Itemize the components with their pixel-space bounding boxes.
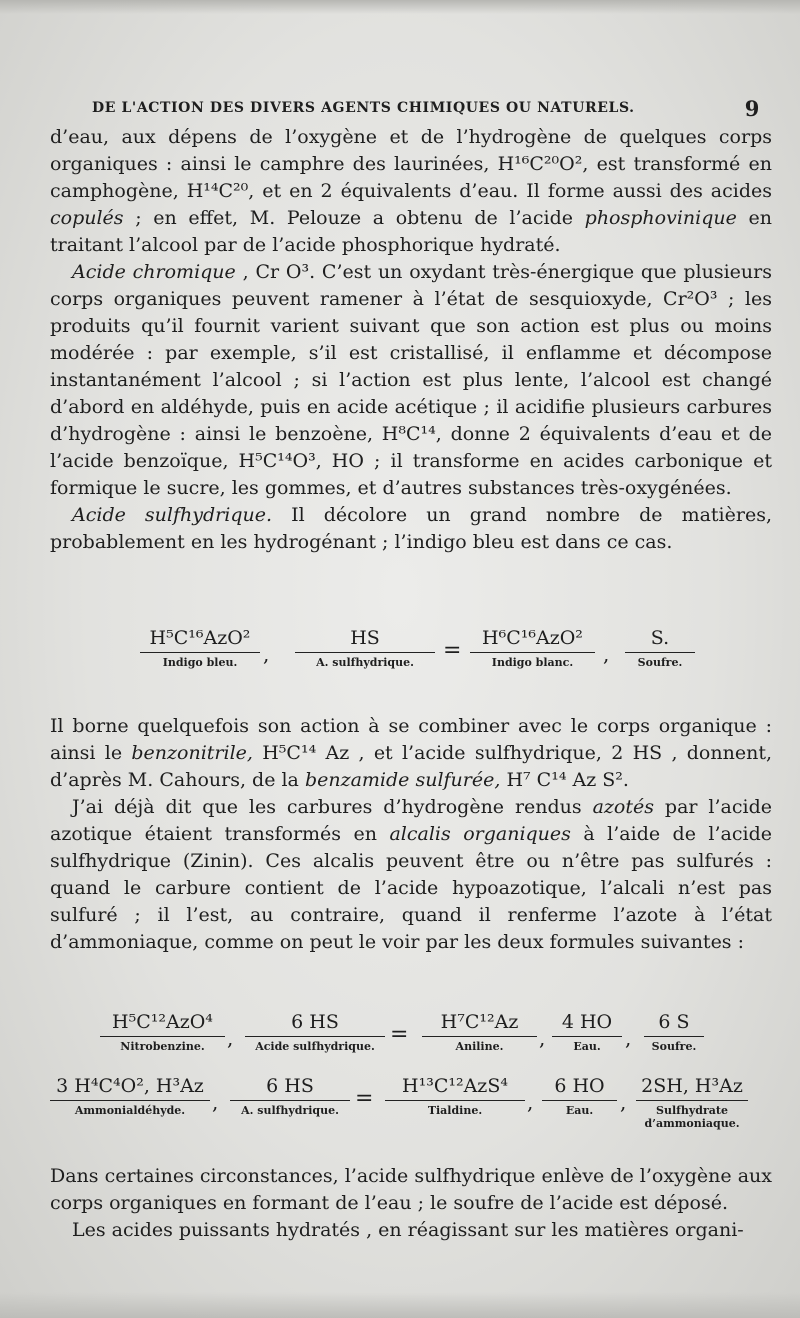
italic-term: phosphovinique <box>584 207 737 229</box>
paragraph-alcalis <box>50 794 772 956</box>
formula: H¹³C¹²AzS⁴ <box>385 1074 525 1101</box>
equation-indigo <box>50 626 772 696</box>
formula: H⁷C¹²Az <box>422 1010 537 1037</box>
formula: 3 H⁴C⁴O², H³Az <box>50 1074 210 1101</box>
italic-term: azotés <box>592 796 655 818</box>
section-heading-italic: Acide chromique <box>72 261 236 283</box>
formula: 4 HO <box>552 1010 622 1037</box>
formula-label: Indigo blanc. <box>491 656 574 669</box>
text-run: , Cr O³. C’est un oxydant très-énergique que plusieurs corps organiques peuvent ramener à l’état de sesquioxyde, Cr²O³ ; les produits qu’il fournit varient suivant que son action est plus ou moins modérée : par exemple, s’il est cristallisé, il enflamme et décompose instantanément l’alcool ; si l’action est plus lente, l’alcool est changé d’abord en aldéhyde, puis en acide acétique ; il acidifie plusieurs carbures d’hydrogène : ainsi le benzoène, H⁸C¹⁴, donne 2 équivalents d’eau et de l’acide benzoïque, H⁵C¹⁴O³, HO ; il transforme en acides carbonique et formique le sucre, les gommes, et d’autres substances très-oxygénées. <box>50 261 772 499</box>
comma-separator: , <box>212 1090 219 1114</box>
formula-label: Eau. <box>573 1040 601 1053</box>
formula: 2SH, H³Az <box>636 1074 748 1101</box>
paragraph-benzonitrile <box>50 713 772 794</box>
text-run: à l’aide de l’acide sulfhydrique (Zinin). Ces alcalis peuvent être ou n’être pas sulfurés : quand le carbure contient de l’acide hypoazotique, l’alcali n’est pas sulfuré ; il l’est, au contraire, quand il renferme l’azote à l’état d’ammoniaque, comme on peut le voir par les deux formules suivantes : <box>50 823 772 953</box>
equation-ammonialdehyde <box>50 1074 772 1144</box>
formula-term <box>625 626 695 669</box>
comma-separator: , <box>625 1026 632 1050</box>
comma-separator: , <box>227 1026 234 1050</box>
formula-label: Aniline. <box>455 1040 504 1053</box>
text-run: J’ai déjà dit que les carbures d’hydrogène rendus <box>72 796 593 818</box>
formula-label: Soufre. <box>651 1040 697 1053</box>
paragraph-acides-puissants: Les acides puissants hydratés , en réagissant sur les matières organi- <box>72 1219 744 1241</box>
formula-term <box>422 1010 537 1053</box>
formula-term <box>140 626 260 669</box>
paragraph-oxygene: Dans certaines circonstances, l’acide sulfhydrique enlève de l’oxygène aux corps organiques en formant de l’eau ; le soufre de l’acide est déposé. <box>50 1165 772 1214</box>
formula-term <box>100 1010 225 1053</box>
formula-label: Sulfhydrate <box>656 1104 728 1117</box>
formula-term <box>542 1074 617 1117</box>
comma-separator: , <box>527 1090 534 1114</box>
formula: 6 HO <box>542 1074 617 1101</box>
equation-nitrobenzine <box>50 1010 772 1080</box>
text-run: H⁷ C¹⁴ Az S². <box>500 769 629 791</box>
running-title: DE L'ACTION DES DIVERS AGENTS CHIMIQUES OU NATURELS. <box>92 100 635 116</box>
formula-term <box>552 1010 622 1053</box>
formula-label: A. sulfhydrique. <box>316 656 414 669</box>
comma-separator: , <box>539 1026 546 1050</box>
body-text-block-2 <box>50 713 772 956</box>
section-heading-italic: Acide sulfhydrique. <box>72 504 273 526</box>
formula-term <box>230 1074 350 1117</box>
formula-term <box>644 1010 704 1053</box>
formula-term <box>245 1010 385 1053</box>
equals-sign: = <box>390 1022 409 1047</box>
text-run: par l’acide azotique étaient transformés en <box>50 796 772 845</box>
italic-term: benzamide sulfurée, <box>304 769 501 791</box>
text-run: Il borne quelquefois son action à se combiner avec le corps organique : ainsi le <box>50 715 772 764</box>
page-number: 9 <box>744 96 760 121</box>
text-run: Il décolore un grand nombre de matières, probablement en les hydrogénant ; l’indigo bleu est dans ce cas. <box>50 504 772 553</box>
formula: H⁵C¹²AzO⁴ <box>100 1010 225 1037</box>
paragraph-acide-sulfhydrique <box>50 502 772 556</box>
formula-label: Ammonialdéhyde. <box>74 1104 186 1117</box>
body-text-block-3 <box>50 1163 772 1244</box>
text-run: d’eau, aux dépens de l’oxygène et de l’hydrogène de quelques corps organiques : ainsi le camphre des laurinées, H¹⁶C²⁰O², est transformé en camphogène, H¹⁴C²⁰, et en 2 équivalents d’eau. Il forme aussi des acides <box>50 126 772 202</box>
formula-term <box>470 626 595 669</box>
running-header <box>92 96 760 122</box>
paragraph-camphre <box>50 124 772 259</box>
text-run: H⁵C¹⁴ Az , et l’acide sulfhydrique, 2 HS , donnent, d’après M. Cahours, de la <box>50 742 772 791</box>
formula: H⁵C¹⁶AzO² <box>140 626 260 653</box>
paragraph-acide-chromique <box>50 259 772 502</box>
page-top-shadow <box>0 0 800 14</box>
text-run: en traitant l’alcool par de l’acide phosphorique hydraté. <box>50 207 773 256</box>
page-bottom-shadow <box>0 1292 800 1318</box>
formula: HS <box>295 626 435 653</box>
formula: H⁶C¹⁶AzO² <box>470 626 595 653</box>
text-run: ; en effet, M. Pelouze a obtenu de l’acide <box>123 207 585 229</box>
equals-sign: = <box>355 1086 374 1111</box>
formula-label: Soufre. <box>637 656 683 669</box>
formula-label: Acide sulfhydrique. <box>255 1040 375 1053</box>
formula: 6 HS <box>245 1010 385 1037</box>
formula-term <box>385 1074 525 1117</box>
formula-term <box>50 1074 210 1117</box>
comma-separator: , <box>620 1090 627 1114</box>
formula: 6 S <box>644 1010 704 1037</box>
formula-label: Nitrobenzine. <box>120 1040 205 1053</box>
formula-label: Indigo bleu. <box>162 656 238 669</box>
comma-separator: , <box>263 642 270 666</box>
body-text-block-1 <box>50 124 772 556</box>
formula-label: Eau. <box>565 1104 594 1117</box>
formula-label: A. sulfhydrique. <box>241 1104 339 1117</box>
formula: S. <box>625 626 695 653</box>
equals-sign: = <box>443 638 462 663</box>
comma-separator: , <box>603 642 610 666</box>
formula-term <box>636 1074 748 1130</box>
formula-label: Tialdine. <box>427 1104 483 1117</box>
italic-term: benzonitrile, <box>131 742 253 764</box>
italic-term: copulés <box>50 207 124 229</box>
formula: 6 HS <box>230 1074 350 1101</box>
formula-label: d’ammoniaque. <box>644 1117 740 1130</box>
formula-term <box>295 626 435 669</box>
italic-term: alcalis organiques <box>389 823 571 845</box>
